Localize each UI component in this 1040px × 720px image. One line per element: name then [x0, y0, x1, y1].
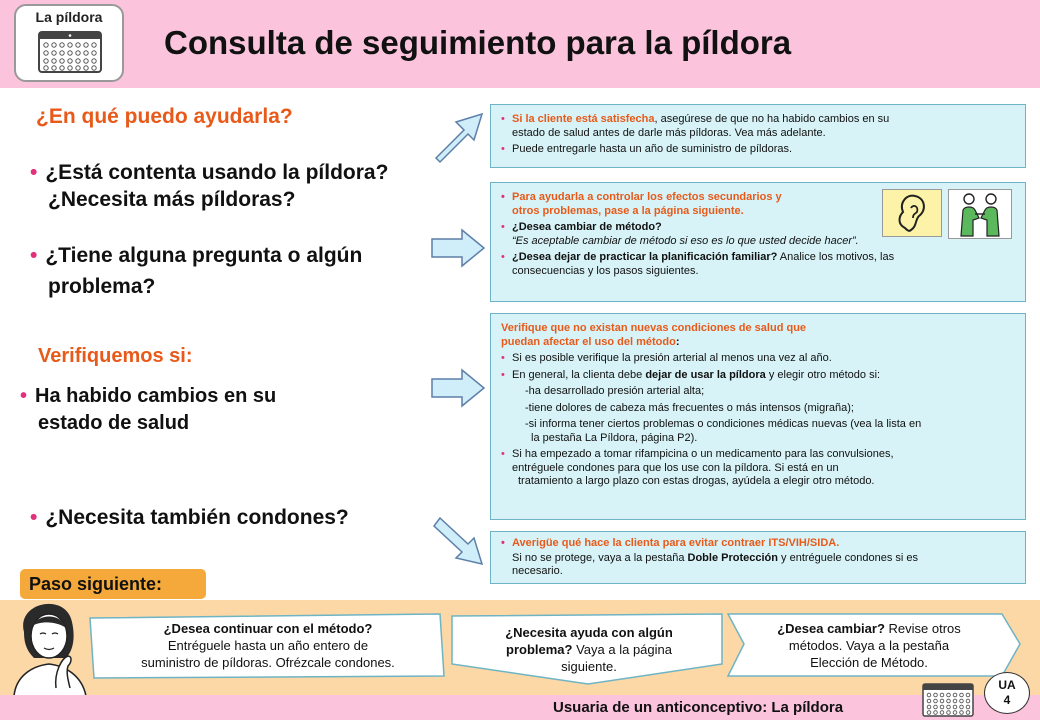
info-item: • Si la cliente está satisfecha, asegúrese de que no ha habido cambios en su estado de salud antes de darle más píldoras. Vea más adelante. [501, 113, 1015, 140]
info-box-condoms [490, 531, 1026, 584]
question-problem-line2: problema? [48, 275, 156, 298]
next-step-label: Paso siguiente: [20, 569, 206, 599]
question-health-line2: estado de salud [38, 412, 190, 434]
page-badge-section: UA [998, 678, 1016, 692]
question-condoms: • ¿Necesita también condones? [30, 506, 349, 529]
step-change: ¿Desea cambiar? Revise otros métodos. Vaya a la pestaña Elección de Método. [777, 621, 961, 670]
info-subitem: -si informa tener ciertos problemas o condiciones médicas nuevas (vea la lista en la pestaña La Píldora, página P2). [525, 418, 922, 444]
info-box-satisfied [490, 104, 1026, 168]
info-box-health [490, 313, 1026, 520]
page-title: Consulta de seguimiento para la píldora [164, 24, 792, 61]
info-item: • En general, la clienta debe dejar de usar la píldora y elegir otro método si: [501, 369, 1015, 383]
arrow-right-icon-1 [430, 228, 486, 268]
woman-thinking-icon [6, 592, 92, 696]
info-item: • Averigüe qué hace la clienta para evitar contraer ITS/VIH/SIDA. [501, 537, 1015, 551]
info-item: • ¿Desea cambiar de método? “Es aceptable cambiar de método si eso es lo que usted decide hacer”. [501, 221, 1015, 248]
verify-heading: Verifiquemos si: [38, 345, 193, 367]
question-satisfied: • ¿Está contenta usando la píldora? ¿Necesita más píldoras? [30, 161, 389, 211]
info-item: • Puede entregarle hasta un año de suministro de píldoras. [501, 143, 1015, 157]
arrow-up-right-icon-1 [430, 112, 486, 166]
step-continue: ¿Desea continuar con el método? Entréguele hasta un año entero de suministro de píldoras. Ofrézcale condones. [141, 621, 395, 670]
footer-band [0, 695, 1040, 720]
question-satisfied-line1: ¿Está contenta usando la píldora? [45, 161, 389, 184]
question-health-line1: Ha habido cambios en su [35, 385, 277, 407]
info-item: • Si ha empezado a tomar rifampicina o un medicamento para las convulsiones, entréguele condones para que los use con la píldora. Si está en un tratamiento a largo plazo con estas drogas, ayúdela a elegir otro método. [501, 448, 1015, 489]
help-heading: ¿En qué puedo ayudarla? [36, 105, 293, 128]
info-item: • Si es posible verifique la presión arterial al menos una vez al año. [501, 352, 1015, 366]
pill-pack-icon [38, 30, 102, 74]
info-box-condoms-detail: Si no se protege, vaya a la pestaña Doble Protección y entréguele condones si es necesario. [512, 551, 919, 577]
info-box-health-heading: Verifique que no existan nuevas condiciones de salud que puedan afectar el uso del método: [501, 322, 807, 348]
step-problem: ¿Necesita ayuda con algún problema? Vaya a la página siguiente. [505, 625, 673, 674]
question-problem-line1: ¿Tiene alguna pregunta o algún [45, 244, 363, 267]
ear-icon [882, 189, 942, 237]
info-item: • Para ayudarla a controlar los efectos secundarios y otros problemas, pase a la página siguiente. [501, 191, 1015, 218]
info-box-problems [490, 182, 1026, 302]
question-condoms-text: ¿Necesita también condones? [45, 506, 349, 529]
pill-pack-footer-icon [922, 683, 974, 717]
footer-title: Usuaria de un anticonceptivo: La píldora [553, 699, 844, 716]
arrow-down-right-icon [430, 516, 486, 568]
question-satisfied-line2: ¿Necesita más píldoras? [48, 188, 296, 211]
info-item: • ¿Desea dejar de practicar la planificación familiar? Analice los motivos, las consecuencias y los pasos siguientes. [501, 251, 1015, 278]
question-problem: • ¿Tiene alguna pregunta o algún problema? [30, 240, 362, 302]
question-health: • Ha habido cambios en su estado de salud [20, 383, 276, 437]
info-subitem: -ha desarrollado presión arterial alta; [525, 385, 705, 397]
tab-label: La píldora [35, 9, 103, 25]
two-people-icon [948, 189, 1012, 239]
page-badge [984, 672, 1030, 714]
pill-tab[interactable] [14, 4, 124, 82]
info-subitem: -tiene dolores de cabeza más frecuentes o más intensos (migraña); [525, 401, 854, 414]
arrow-right-icon-2 [430, 368, 486, 408]
page-badge-number: 4 [1003, 693, 1011, 707]
